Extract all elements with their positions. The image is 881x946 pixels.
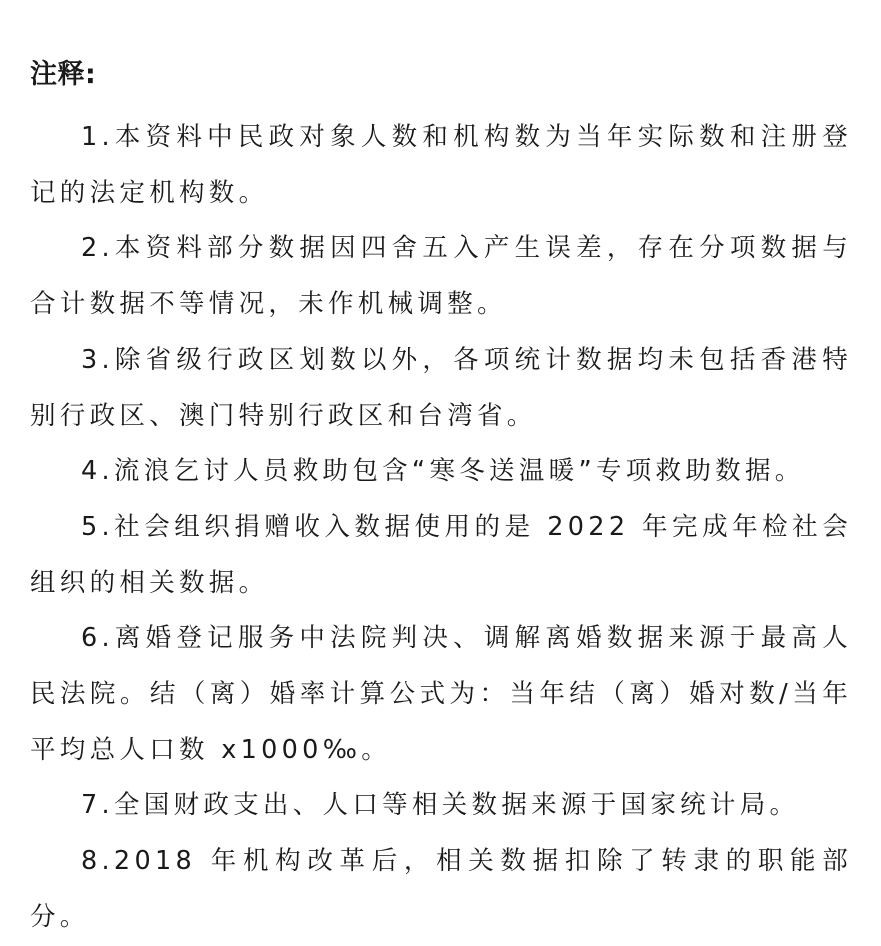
note-item-5: 5.社会组织捐赠收入数据使用的是 2022 年完成年检社会组织的相关数据。: [30, 511, 852, 598]
note-item-3: 3.除省级行政区划数以外，各项统计数据均未包括香港特别行政区、澳门特别行政区和台湾省。: [30, 344, 852, 431]
note-item-8: 8.2018 年机构改革后，相关数据扣除了转隶的职能部分。: [30, 846, 852, 932]
note-item-1: 1.本资料中民政对象人数和机构数为当年实际数和注册登记的法定机构数。: [30, 122, 852, 208]
notes-list: [30, 110, 852, 946]
note-item-6: 6.离婚登记服务中法院判决、调解离婚数据来源于最高人民法院。结（离）婚率计算公式为：当年结（离）婚对数/当年平均总人口数 x1000‰。: [30, 623, 852, 765]
note-item-2: 2.本资料部分数据因四舍五入产生误差，存在分项数据与合计数据不等情况，未作机械调整。: [30, 233, 852, 320]
note-item-4: 4.流浪乞讨人员救助包含“寒冬送温暖”专项救助数据。: [81, 456, 805, 487]
notes-heading: 注释:: [30, 59, 97, 90]
note-item-7: 7.全国财政支出、人口等相关数据来源于国家统计局。: [81, 790, 800, 821]
